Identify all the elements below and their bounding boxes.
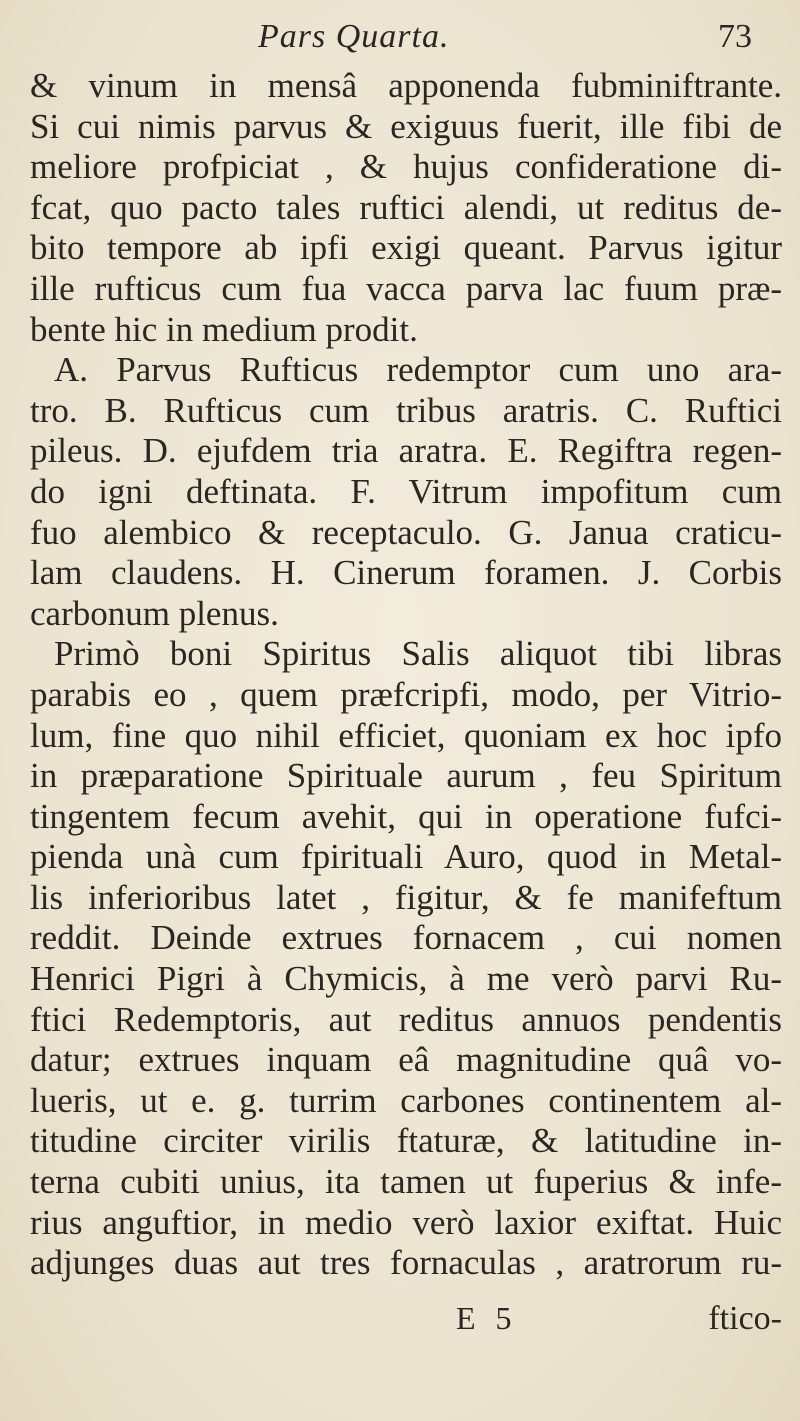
text-line: terna cubiti unius, ita tamen ut fuperius & infe- bbox=[30, 1162, 782, 1202]
text-line: datur; extrues inquam eâ magnitudine quâ vo- bbox=[30, 1040, 782, 1080]
legend-line: A. Parvus Rufticus redemptor cum uno ara- bbox=[54, 350, 782, 390]
text-line: fcat, quo pacto tales ruftici alendi, ut reditus de- bbox=[30, 187, 782, 227]
text-line: adjunges duas aut tres fornaculas , aratrorum ru- bbox=[30, 1243, 782, 1283]
text-line: Primò boni Spiritus Salis aliquot tibi libras bbox=[54, 634, 782, 674]
text-line: pienda unà cum fpirituali Auro, quod in Metal- bbox=[30, 837, 782, 877]
text-line: ftici Redemptoris, aut reditus annuos pendentis bbox=[30, 999, 782, 1039]
text-line: lis inferioribus latet , figitur, & fe manifeftum bbox=[30, 877, 782, 917]
running-head bbox=[0, 14, 800, 66]
legend-line: tro. B. Rufticus cum tribus aratris. C. Ruftici bbox=[30, 390, 782, 430]
legend-line: lam claudens. H. Cinerum foramen. J. Corbis bbox=[30, 553, 782, 593]
running-title: Pars Quarta. bbox=[258, 18, 450, 55]
text-line: bente hic in medium prodit. bbox=[30, 309, 418, 349]
page-number: 73 bbox=[718, 18, 752, 55]
text-line: lum, fine quo nihil efficiet, quoniam ex hoc ipfo bbox=[30, 715, 782, 755]
signature-mark: E 5 bbox=[456, 1300, 518, 1336]
page-footer bbox=[30, 1300, 782, 1340]
legend-line: do igni deftinata. F. Vitrum impofitum cum bbox=[30, 471, 782, 511]
legend-line: fuo alembico & receptaculo. G. Janua craticu- bbox=[30, 512, 782, 552]
legend-line: pileus. D. ejufdem tria aratra. E. Regiftra regen- bbox=[30, 431, 782, 471]
text-line: Si cui nimis parvus & exiguus fuerit, ille fibi de bbox=[30, 106, 782, 146]
text-line: meliore profpiciat , & hujus confideratione di- bbox=[30, 147, 782, 187]
text-line: tingentem fecum avehit, qui in operatione fufci- bbox=[30, 796, 782, 836]
text-line: parabis eo , quem præfcripfi, modo, per Vitrio- bbox=[30, 674, 782, 714]
text-line: in præparatione Spirituale aurum , feu Spiritum bbox=[30, 756, 782, 796]
text-line: rius anguftior, in medio verò laxior exiftat. Huic bbox=[30, 1202, 782, 1242]
text-line: lueris, ut e. g. turrim carbones continentem al- bbox=[30, 1080, 782, 1120]
text-line: titudine circiter virilis ftaturæ, & latitudine in- bbox=[30, 1121, 782, 1161]
text-line: ille rufticus cum fua vacca parva lac fuum præ- bbox=[30, 268, 782, 308]
legend-line: carbonum plenus. bbox=[30, 593, 279, 633]
text-line: reddit. Deinde extrues fornacem , cui nomen bbox=[30, 918, 782, 958]
text-line: Henrici Pigri à Chymicis, à me verò parvi Ru- bbox=[30, 959, 782, 999]
text-line: bito tempore ab ipfi exigi queant. Parvus igitur bbox=[30, 228, 782, 268]
catchword: ftico- bbox=[708, 1300, 782, 1337]
text-line: & vinum in mensâ apponenda fubminiftrante. bbox=[30, 66, 782, 105]
body-text bbox=[30, 66, 782, 1284]
